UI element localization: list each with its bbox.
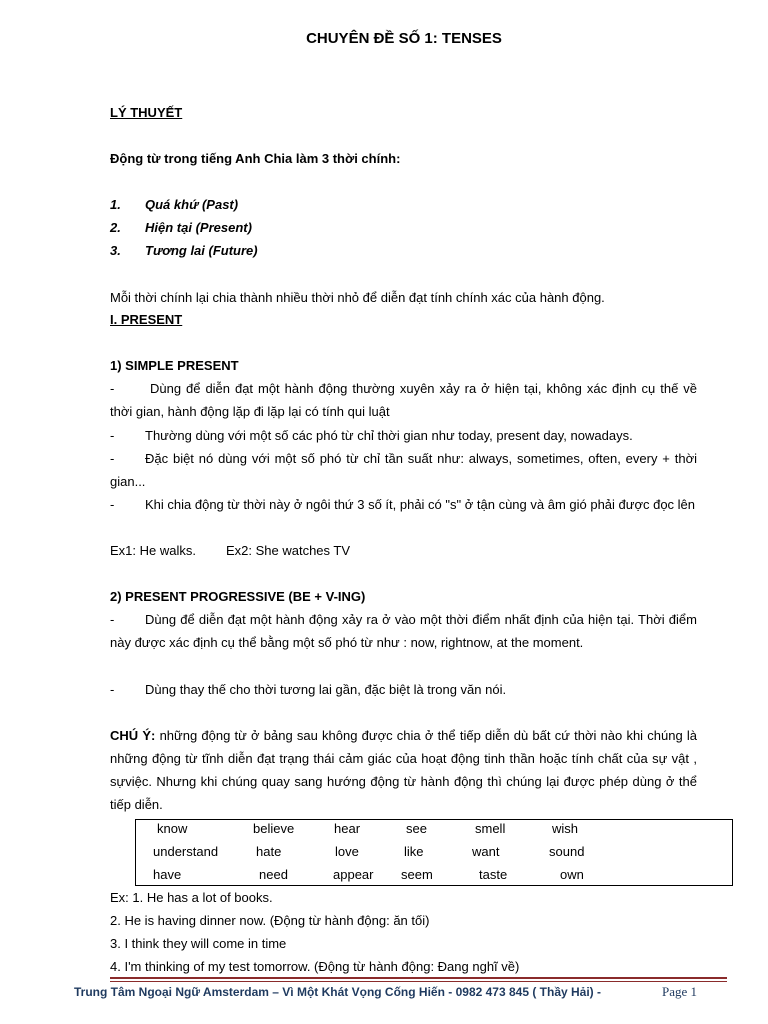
example-line: Ex: 1. He has a lot of books. <box>110 890 273 905</box>
verb-cell: wish <box>552 821 579 836</box>
tense-item-future <box>110 239 258 262</box>
simple-present-bullet <box>110 447 697 493</box>
bullet-text: Dùng thay thế cho thời tương lai gần, đặc biệt là trong văn nói. <box>145 682 507 697</box>
bullet-dash: - <box>110 381 115 396</box>
note-text: những động từ ở bảng sau không được chia ở thể tiếp diễn dù bất cứ thời nào khi chúng là những động từ tĩnh diễn đạt trạng thái cảm giác của hoạt động tinh thần hoặc tính chất của sự vật , sựviệc. Nhưng khi chúng quay sang hướng động từ hành động thì chúng lại được phép dùng ở thể tiếp diễn. <box>110 728 698 812</box>
footer-text: Trung Tâm Ngoại Ngữ Amsterdam – Vì Một Khát Vọng Cống Hiến - 0982 473 845 ( Thầy Hải) - <box>74 985 602 999</box>
verb-cell: know <box>157 821 188 836</box>
verb-cell: sound <box>549 844 585 859</box>
simple-present-heading: 1) SIMPLE PRESENT <box>110 358 239 373</box>
verb-cell: love <box>335 844 359 859</box>
tense-label: Tương lai (Future) <box>145 243 258 258</box>
verb-cell: understand <box>153 844 219 859</box>
bullet-text: Dùng để diễn đạt một hành động thường xuyên xảy ra ở hiện tại, không xác định cụ thế về thời gian, hành động lặp đi lặp lại có tính qui luật <box>110 381 697 419</box>
bullet-dash: - <box>110 682 115 697</box>
bullet-dash: - <box>110 428 115 443</box>
stative-verb-table <box>135 819 733 886</box>
footer-divider <box>110 977 727 979</box>
verb-cell: appear <box>333 867 374 882</box>
bullet-dash: - <box>110 497 115 512</box>
document-title: CHUYÊN ĐỀ SỐ 1: TENSES <box>306 30 502 47</box>
verb-cell: see <box>406 821 427 836</box>
example-line: 2. He is having dinner now. (Động từ hành động: ăn tối) <box>110 913 430 928</box>
verb-cell: taste <box>479 867 508 882</box>
verb-cell: hate <box>256 844 282 859</box>
simple-present-examples <box>110 539 350 562</box>
present-progressive-heading: 2) PRESENT PROGRESSIVE (BE + V-ING) <box>110 589 366 604</box>
footer-divider-thin <box>110 981 727 982</box>
bullet-text: Đặc biệt nó dùng với một số phó từ chỉ tần suất như: always, sometimes, often, every + thời gian... <box>110 451 697 489</box>
verb-cell: like <box>404 844 424 859</box>
verb-cell: seem <box>401 867 433 882</box>
simple-present-bullet <box>110 493 697 516</box>
tense-label: Hiện tại (Present) <box>145 220 252 235</box>
example-line: 3. I think they will come in time <box>110 936 287 951</box>
tense-number: 1. <box>110 197 121 212</box>
note-label: CHÚ Ý: <box>110 728 156 743</box>
bullet-text: Khi chia động từ thời này ở ngôi thứ 3 số ít, phải có "s" ở tận cùng và âm gió phải được đọc lên <box>145 497 696 512</box>
bullet-dash: - <box>110 451 115 466</box>
present-progressive-bullet <box>110 608 697 654</box>
tense-item-past <box>110 193 238 216</box>
verb-cell: hear <box>334 821 361 836</box>
intro-text: Động từ trong tiếng Anh Chia làm 3 thời chính: <box>110 151 401 166</box>
bullet-text: Thường dùng với một số các phó từ chỉ thời gian như today, present day, nowadays. <box>145 428 633 443</box>
section-present-heading: I. PRESENT <box>110 312 183 327</box>
verb-cell: believe <box>253 821 295 836</box>
tense-number: 3. <box>110 243 121 258</box>
tense-item-present <box>110 216 252 239</box>
verb-cell: need <box>259 867 288 882</box>
simple-present-bullet <box>110 377 697 423</box>
tense-number: 2. <box>110 220 121 235</box>
example-line: 4. I'm thinking of my test tomorrow. (Động từ hành động: Đang nghĩ về) <box>110 959 520 974</box>
verb-cell: want <box>472 844 500 859</box>
example-2: Ex2: She watches TV <box>225 543 351 558</box>
verb-cell: have <box>153 867 182 882</box>
theory-heading: LÝ THUYẾT <box>110 105 183 120</box>
present-progressive-bullet <box>110 678 697 701</box>
bullet-text: Dùng để diễn đạt một hành động xảy ra ở vào một thời điểm nhất định của hiện tại. Thời điểm này được xác định cụ thể bằng một số phó từ như : now, rightnow, at the moment. <box>110 612 697 650</box>
subdivision-note: Mỗi thời chính lại chia thành nhiều thời nhỏ để diễn đạt tính chính xác của hành động. <box>110 290 605 305</box>
verb-cell: own <box>560 867 584 882</box>
note-paragraph <box>110 724 697 816</box>
bullet-dash: - <box>110 612 115 627</box>
example-1: Ex1: He walks. <box>110 543 196 558</box>
page-number: Page 1 <box>662 984 698 999</box>
tense-label: Quá khứ (Past) <box>145 197 239 212</box>
verb-cell: smell <box>475 821 506 836</box>
simple-present-bullet <box>110 424 697 447</box>
